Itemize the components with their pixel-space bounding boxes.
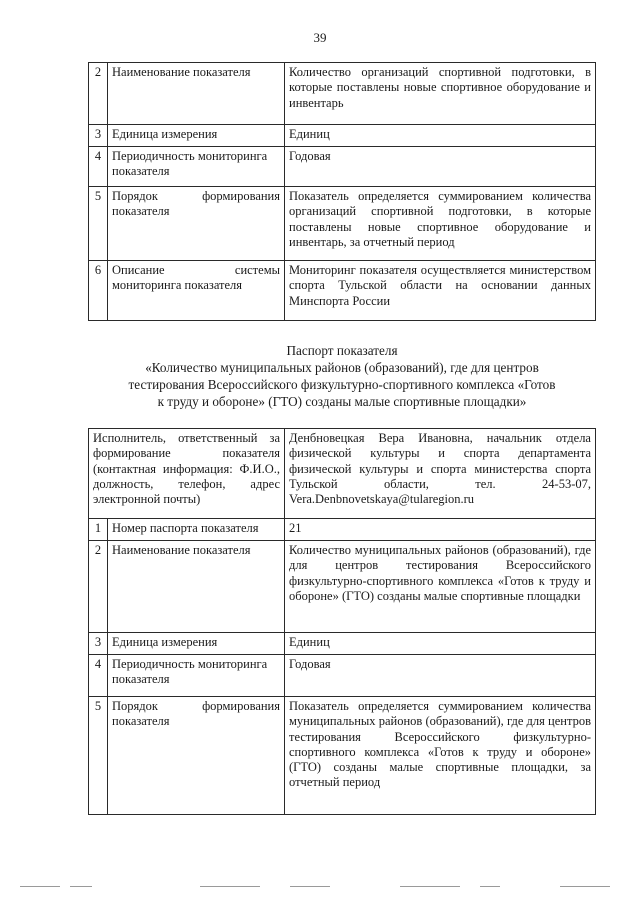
passport-subtitle-line: тестирования Всероссийского физкультурно-спортивного комплекса «Готов	[128, 376, 556, 392]
indicator-passport-table	[88, 428, 596, 815]
executor-value: Денбновецкая Вера Ивановна, начальник отдела физической культуры и спорта департамента физической культуры и спорта министерства спорта Тульской области, тел. 24-53-07, Vera.Denbnovetskaya@tularegion.ru	[285, 429, 596, 519]
row-number: 5	[89, 187, 108, 261]
table-row	[89, 147, 596, 187]
row-label: Порядок формирования показателя	[108, 187, 285, 261]
row-number: 6	[89, 261, 108, 321]
table-row	[89, 261, 596, 321]
row-number: 3	[89, 633, 108, 655]
passport-heading	[90, 343, 594, 411]
row-value: Показатель определяется суммированием количества муниципальных районов (образований), где для центров тестирования Всероссийского физкультурно-спортивного комплекса «Готов к труду и обороне» (ГТО) созданы малые спортивные площадки, за отчетный период	[285, 697, 596, 815]
row-label: Периодичность мониторинга показателя	[108, 655, 285, 697]
row-number: 2	[89, 63, 108, 125]
table-row	[89, 63, 596, 125]
row-label: Единица измерения	[108, 125, 285, 147]
table-row	[89, 633, 596, 655]
scan-artifact-marks	[0, 884, 640, 890]
page-number: 39	[313, 30, 327, 45]
row-number: 4	[89, 655, 108, 697]
row-label: Номер паспорта показателя	[108, 519, 285, 541]
row-number: 2	[89, 541, 108, 633]
passport-subtitle-line: к труду и обороне» (ГТО) созданы малые спортивные площадки»	[157, 393, 527, 409]
row-label: Наименование показателя	[108, 541, 285, 633]
row-value: Годовая	[285, 147, 596, 187]
row-label: Единица измерения	[108, 633, 285, 655]
row-value: 21	[285, 519, 596, 541]
indicator-table-continued	[88, 62, 596, 321]
table-row	[89, 697, 596, 815]
row-label: Описание системы мониторинга показателя	[108, 261, 285, 321]
row-number: 1	[89, 519, 108, 541]
table-row	[89, 541, 596, 633]
row-value: Количество муниципальных районов (образований), где для центров тестирования Всероссийского физкультурно-спортивного комплекса «Готов к труду и обороне» (ГТО) созданы малые спортивные площадки	[285, 541, 596, 633]
row-label: Периодичность мониторинга показателя	[108, 147, 285, 187]
table-row	[89, 125, 596, 147]
row-value: Мониторинг показателя осуществляется министерством спорта Тульской области на основании данных Минспорта России	[285, 261, 596, 321]
row-value: Количество организаций спортивной подготовки, в которые поставлены новые спортивное оборудование и инвентарь	[285, 63, 596, 125]
row-label: Наименование показателя	[108, 63, 285, 125]
row-value: Показатель определяется суммированием количества организаций спортивной подготовки, в которые поставлены новые спортивное оборудование и инвентарь, за отчетный период	[285, 187, 596, 261]
row-value: Единиц	[285, 633, 596, 655]
row-number: 4	[89, 147, 108, 187]
row-value: Годовая	[285, 655, 596, 697]
row-value: Единиц	[285, 125, 596, 147]
row-number: 5	[89, 697, 108, 815]
passport-subtitle-line: «Количество муниципальных районов (образований), где для центров	[145, 359, 539, 375]
passport-title: Паспорт показателя	[286, 343, 398, 358]
row-label: Порядок формирования показателя	[108, 697, 285, 815]
table-header-row	[89, 429, 596, 519]
table-row	[89, 655, 596, 697]
executor-label: Исполнитель, ответственный за формирование показателя (контактная информация: Ф.И.О., должность, телефон, адрес электронной почты)	[89, 429, 285, 519]
table-row	[89, 519, 596, 541]
row-number: 3	[89, 125, 108, 147]
table-row	[89, 187, 596, 261]
